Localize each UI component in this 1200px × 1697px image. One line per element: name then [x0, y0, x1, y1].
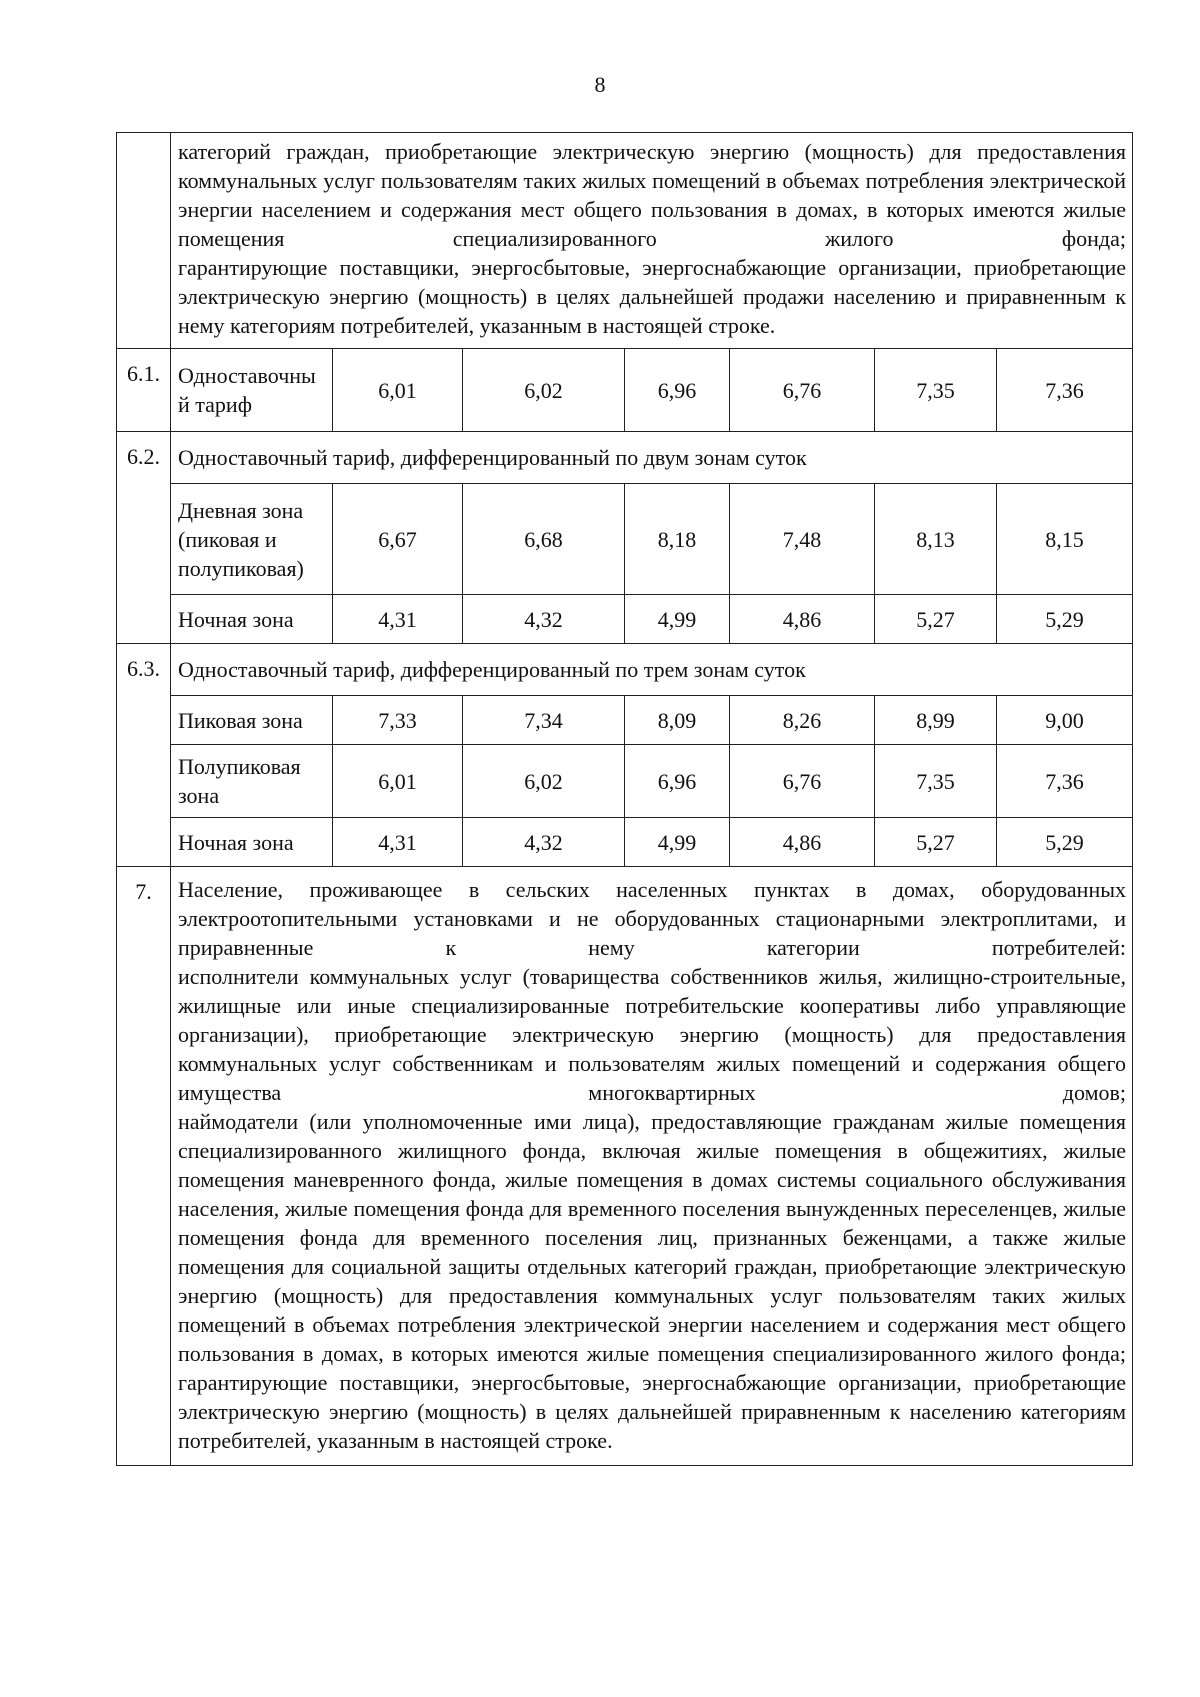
value-cell: 7,36: [997, 349, 1133, 432]
value-cell: 7,35: [875, 745, 997, 818]
value-cell: 8,18: [625, 484, 730, 595]
row-number: 6.2.: [117, 432, 171, 644]
continuation-text-cell: [171, 133, 1133, 349]
section-heading: Одноставочный тариф, дифференцированный по трем зонам суток: [171, 644, 1133, 696]
row-number-cell-empty: [117, 133, 171, 349]
value-cell: 4,32: [463, 595, 625, 644]
value-cell: 5,29: [997, 595, 1133, 644]
value-cell: 5,27: [875, 818, 997, 867]
value-cell: 6,02: [463, 745, 625, 818]
table-row-6-3-heading: [117, 644, 1133, 696]
item-7-paragraph: исполнители коммунальных услуг (товарищества собственников жилья, жилищно-строительные, жилищные или иные специализированные потребительские кооперативы либо управляющие организации), приобретающие электрическую энергию (мощность) для предоставления коммунальных услуг собственникам и пользователям жилых помещений и содержания общего имущества многоквартирных домов;: [178, 964, 1126, 1105]
row-label: Ночная зона: [171, 595, 333, 644]
row-number: 7.: [117, 867, 171, 1466]
item-7-text-cell: [171, 867, 1133, 1466]
value-cell: 6,96: [625, 745, 730, 818]
value-cell: 5,27: [875, 595, 997, 644]
item-7-paragraph: наймодатели (или уполномоченные ими лица), предоставляющие гражданам жилые помещения специализированного жилищного фонда, включая жилые помещения в общежитиях, жилые помещения маневренного фонда, жилые помещения в домах системы социального обслуживания населения, жилые помещения фонда для временного поселения вынужденных переселенцев, жилые помещения фонда для временного поселения лиц, признанных беженцами, а также жилые помещения для социальной защиты отдельных категорий граждан, приобретающие электрическую энергию (мощность) для предоставления коммунальных услуг пользователям таких жилых помещений в объемах потребления электрической энергии населением и содержания мест общего пользования в домах, в которых имеются жилые помещения специализированного жилого фонда;: [178, 1109, 1126, 1366]
table-row-6-3-night: [117, 818, 1133, 867]
row-label: Одноставочный тариф: [171, 349, 333, 432]
value-cell: 4,99: [625, 818, 730, 867]
item-7-paragraph: гарантирующие поставщики, энергосбытовые, энергоснабжающие организации, приобретающие электрическую энергию (мощность) в целях дальнейшей приравненным к населению категориям потребителей, указанным в настоящей строке.: [178, 1370, 1126, 1453]
table-row-6-3-semipeak: [117, 745, 1133, 818]
value-cell: 6,68: [463, 484, 625, 595]
row-label: Полупиковая зона: [171, 745, 333, 818]
value-cell: 8,13: [875, 484, 997, 595]
value-cell: 6,02: [463, 349, 625, 432]
table-row-6-2-day: [117, 484, 1133, 595]
value-cell: 7,48: [730, 484, 875, 595]
item-7-paragraph: Население, проживающее в сельских населенных пунктах в домах, оборудованных электроотопительными установками и не оборудованных стационарными электроплитами, и приравненные к нему категории потребителей:: [178, 877, 1126, 960]
value-cell: 8,15: [997, 484, 1133, 595]
row-label: Пиковая зона: [171, 696, 333, 745]
continuation-paragraph: категорий граждан, приобретающие электрическую энергию (мощность) для предоставления коммунальных услуг пользователям таких жилых помещений в объемах потребления электрической энергии населением и содержания мест общего пользования в домах, в которых имеются жилые помещения специализированного жилого фонда;: [178, 139, 1126, 251]
table-row-6-3-peak: [117, 696, 1133, 745]
value-cell: 4,86: [730, 595, 875, 644]
row-label: Ночная зона: [171, 818, 333, 867]
value-cell: 4,99: [625, 595, 730, 644]
value-cell: 8,26: [730, 696, 875, 745]
table-row-continuation: [117, 133, 1133, 349]
table-row-6-1: [117, 349, 1133, 432]
value-cell: 7,36: [997, 745, 1133, 818]
value-cell: 6,76: [730, 349, 875, 432]
value-cell: 6,01: [333, 745, 463, 818]
table-row-6-2-night: [117, 595, 1133, 644]
value-cell: 4,32: [463, 818, 625, 867]
value-cell: 4,31: [333, 595, 463, 644]
value-cell: 8,09: [625, 696, 730, 745]
value-cell: 7,33: [333, 696, 463, 745]
row-label: Дневная зона (пиковая и полупиковая): [171, 484, 333, 595]
table-row-7: [117, 867, 1133, 1466]
row-number: 6.3.: [117, 644, 171, 867]
value-cell: 7,34: [463, 696, 625, 745]
section-heading: Одноставочный тариф, дифференцированный по двум зонам суток: [171, 432, 1133, 484]
row-number: 6.1.: [117, 349, 171, 432]
value-cell: 9,00: [997, 696, 1133, 745]
value-cell: 4,31: [333, 818, 463, 867]
value-cell: 6,67: [333, 484, 463, 595]
value-cell: 8,99: [875, 696, 997, 745]
value-cell: 7,35: [875, 349, 997, 432]
value-cell: 5,29: [997, 818, 1133, 867]
value-cell: 4,86: [730, 818, 875, 867]
page-number: 8: [594, 72, 606, 97]
value-cell: 6,76: [730, 745, 875, 818]
tariff-table: [116, 132, 1133, 1466]
table-row-6-2-heading: [117, 432, 1133, 484]
value-cell: 6,96: [625, 349, 730, 432]
continuation-paragraph: гарантирующие поставщики, энергосбытовые, энергоснабжающие организации, приобретающие электрическую энергию (мощность) в целях дальнейшей продажи населению и приравненным к нему категориям потребителей, указанным в настоящей строке.: [178, 255, 1126, 338]
value-cell: 6,01: [333, 349, 463, 432]
